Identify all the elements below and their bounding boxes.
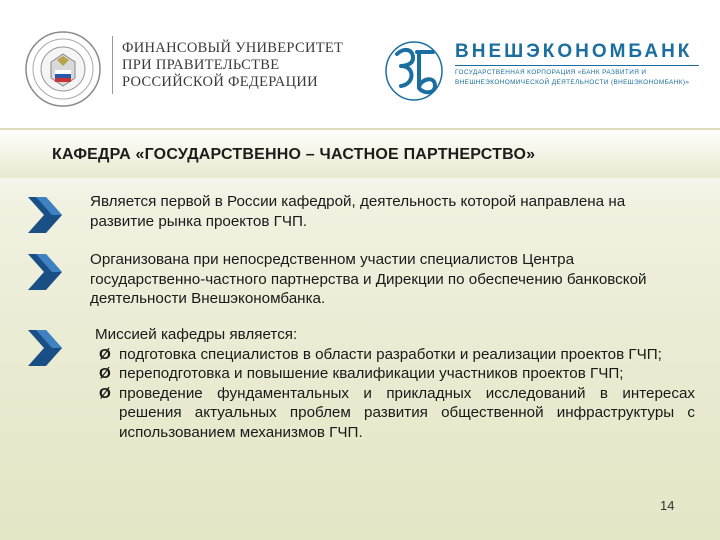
paragraph-organized: Организована при непосредственном участии специалистов Центра государственно-частного партнерства и Дирекции по обеспечению банковской деятельности Внешэкономбанка. xyxy=(90,251,647,307)
arrow-bullet-icon: Ø xyxy=(99,365,111,382)
veb-title: ВНЕШЭКОНОМБАНК xyxy=(455,41,693,62)
fin-univ-line-3: РОССИЙСКОЙ ФЕДЕРАЦИИ xyxy=(122,74,318,90)
financial-university-emblem-icon xyxy=(24,30,102,108)
chevron-right-icon xyxy=(22,193,66,237)
mission-item xyxy=(95,384,695,443)
fin-univ-line-1: ФИНАНСОВЫЙ УНИВЕРСИТЕТ xyxy=(122,40,344,56)
mission-heading: Миссией кафедры является: xyxy=(95,326,298,343)
slide-title: КАФЕДРА «ГОСУДАРСТВЕННО – ЧАСТНОЕ ПАРТНЕРСТВО» xyxy=(52,146,536,163)
mission-block xyxy=(95,325,695,442)
mission-item-text: проведение фундаментальных и прикладных исследований в интересах решения актуальных проблем развития общественной инфраструктуры с использованием механизмов ГЧП. xyxy=(119,384,695,441)
veb-logo-icon xyxy=(383,40,445,102)
veb-subtitle xyxy=(455,68,689,87)
mission-item xyxy=(95,345,695,365)
veb-title-rule xyxy=(455,65,699,66)
paragraph-first-department: Является первой в России кафедрой, деятельность которой направлена на развитие рынка проектов ГЧП. xyxy=(90,193,626,230)
mission-item-text: переподготовка и повышение квалификации участников проектов ГЧП; xyxy=(119,365,624,382)
arrow-bullet-icon: Ø xyxy=(99,384,111,402)
veb-subtitle-line-1: ГОСУДАРСТВЕННАЯ КОРПОРАЦИЯ «БАНК РАЗВИТИЯ И xyxy=(455,69,647,76)
veb-subtitle-line-2: ВНЕШНЕЭКОНОМИЧЕСКОЙ ДЕЯТЕЛЬНОСТИ (ВНЕШЭКОНОМБАНК)» xyxy=(455,78,690,86)
fin-univ-line-2: ПРИ ПРАВИТЕЛЬСТВЕ xyxy=(122,57,280,73)
chevron-right-icon xyxy=(22,250,66,294)
title-band-top-line xyxy=(0,128,720,130)
header-divider xyxy=(112,36,113,94)
page-number: 14 xyxy=(660,498,675,513)
mission-item-text: подготовка специалистов в области разработки и реализации проектов ГЧП; xyxy=(119,345,662,363)
mission-item xyxy=(95,364,695,384)
financial-university-name xyxy=(122,40,343,91)
slide-header xyxy=(0,0,720,128)
chevron-right-icon xyxy=(22,326,66,370)
arrow-bullet-icon: Ø xyxy=(99,345,111,363)
